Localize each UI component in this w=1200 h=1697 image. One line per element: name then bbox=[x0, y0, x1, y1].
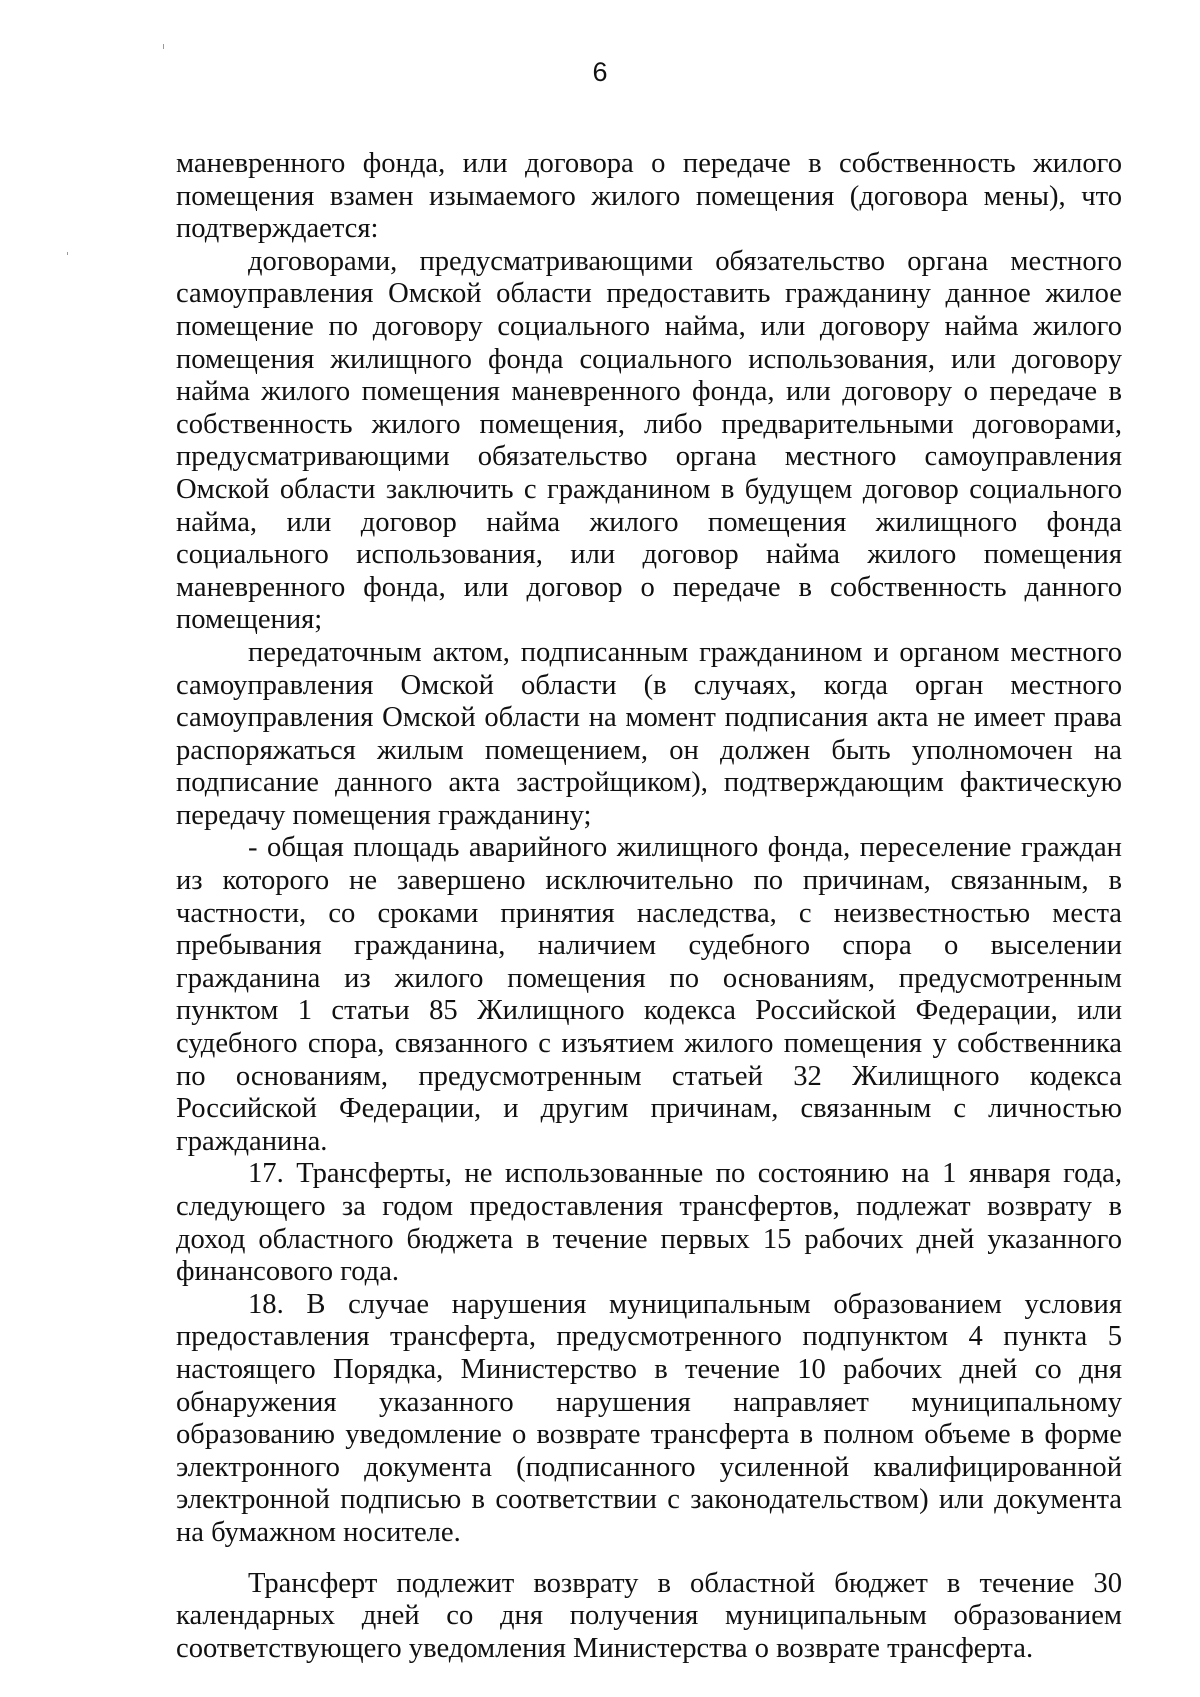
paragraph-refund-term: Трансферт подлежит возврату в областной бюджет в течение 30 календарных дней со дня получения муниципальным образованием соответствующего уведомления Министерства о возврате трансферта. bbox=[176, 1567, 1122, 1664]
paragraph-item-18: 18. В случае нарушения муниципальным образованием условия предоставления трансферта, предусмотренного подпунктом 4 пункта 5 настоящего Порядка, Министерство в течение 10 рабочих дней со дня обнаружения указанного нарушения направляет муниципальному образованию уведомление о возврате трансферта в полном объеме в форме электронного документа (подписанного усиленной квалифицированной электронной подписью в соответствии с законодательством) или документа на бумажном носителе. bbox=[176, 1288, 1122, 1548]
page-number: 6 bbox=[592, 57, 608, 87]
paragraph-emergency-housing-area: - общая площадь аварийного жилищного фонда, переселение граждан из которого не завершено исключительно по причинам, связанным, в частности, со сроками принятия наследства, с неизвестностью места пребывания гражданина, наличием судебного спора о выселении гражданина из жилого помещения по основаниям, предусмотренным пунктом 1 статьи 85 Жилищного кодекса Российской Федерации, или судебного спора, связанного с изъятием жилого помещения у собственника по основаниям, предусмотренным статьей 32 Жилищного кодекса Российской Федерации, и другим причинам, связанным с личностью гражданина. bbox=[176, 832, 1122, 1157]
paragraph-transfer-act: передаточным актом, подписанным гражданином и органом местного самоуправления Омской области (в случаях, когда орган местного самоуправления Омской области на момент подписания акта не имеет права распоряжаться жилым помещением, он должен быть уполномочен на подписание данного акта застройщиком), подтверждающим фактическую передачу помещения гражданину; bbox=[176, 636, 1122, 831]
paragraph-continuation: маневренного фонда, или договора о передаче в собственность жилого помещения взамен изымаемого жилого помещения (договора мены), что подтверждается: bbox=[176, 148, 1122, 245]
paragraph-contracts: договорами, предусматривающими обязательство органа местного самоуправления Омской области предоставить гражданину данное жилое помещение по договору социального найма, или договору найма жилого помещения жилищного фонда социального использования, или договору найма жилого помещения маневренного фонда, или договору о передаче в собственность жилого помещения, либо предварительными договорами, предусматривающими обязательство органа местного самоуправления Омской области заключить с гражданином в будущем договор социального найма, или договор найма жилого помещения жилищного фонда социального использования, или договор найма жилого помещения маневренного фонда, или договор о передаче в собственность данного помещения; bbox=[176, 245, 1122, 636]
scan-speck bbox=[163, 44, 164, 49]
paragraph-item-17: 17. Трансферты, не использованные по состоянию на 1 января года, следующего за годом предоставления трансфертов, подлежат возврату в доход областного бюджета в течение первых 15 рабочих дней указанного финансового года. bbox=[176, 1158, 1122, 1288]
document-body bbox=[176, 148, 1122, 1665]
scan-speck bbox=[67, 252, 68, 255]
